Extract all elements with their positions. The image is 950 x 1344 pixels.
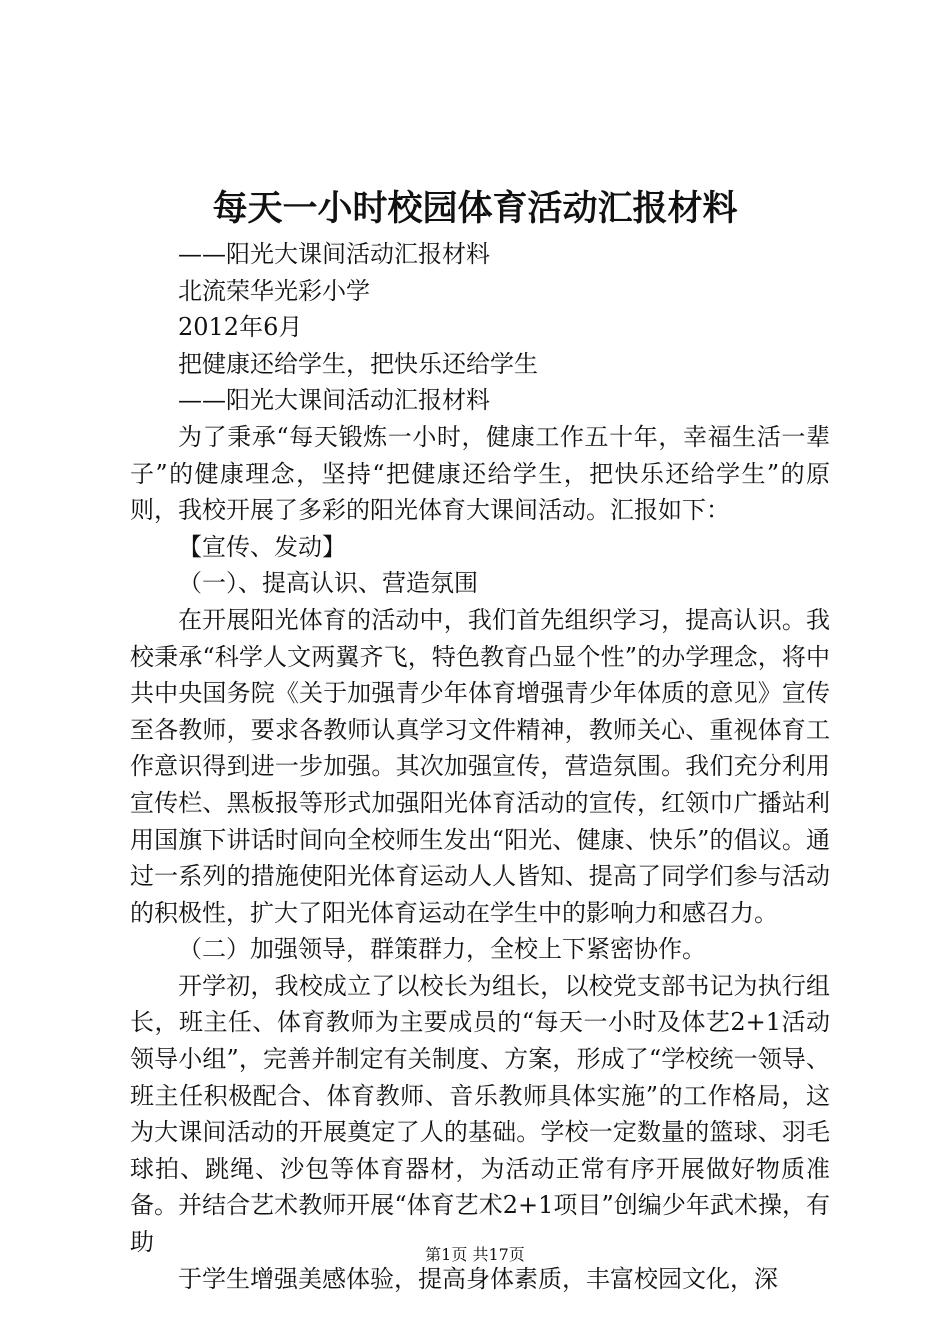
paragraph-awareness: 在开展阳光体育的活动中，我们首先组织学习，提高认识。我校秉承“科学人文两翼齐飞，特色教育凸显个性”的办学理念，将中共中央国务院《关于加强青少年体育增强青少年体质的意见》宣传至各教师，要求各教师认真学习文件精神，教师关心、重视体育工作意识得到进一步加强。其次加强宣传，营造氛围。我们充分利用宣传栏、黑板报等形式加强阳光体育活动的宣传，红领巾广播站利用国旗下讲话时间向全校师生发出“阳光、健康、快乐”的倡议。通过一系列的措施使阳光体育运动人人皆知、提高了同学们参与活动的积极性，扩大了阳光体育运动在学生中的影响力和感召力。 — [130, 605, 830, 927]
subsection-heading-2: （二）加强领导，群策群力，全校上下紧密协作。 — [178, 935, 706, 964]
subtitle-line: ——阳光大课间活动汇报材料 — [178, 240, 490, 268]
paragraph-continuation: 于学生增强美感体验，提高身体素质，丰富校园文化，深 — [178, 1264, 778, 1293]
subtitle-line-repeat: ——阳光大课间活动汇报材料 — [178, 386, 490, 415]
slogan-line: 把健康还给学生，把快乐还给学生 — [178, 349, 538, 378]
subsection-heading-1: （一）、提高认识、营造氛围 — [178, 569, 478, 598]
document-title: 每天一小时校园体育活动汇报材料 — [212, 188, 738, 229]
paragraph-leadership: 开学初，我校成立了以校长为组长，以校党支部书记为执行组长，班主任、体育教师为主要成员的“每天一小时及体艺2+1活动领导小组”，完善并制定有关制度、方案，形成了“学校统一领导、班主任积极配合、体育教师、音乐教师具体实施”的工作格局，这为大课间活动的开展奠定了人的基础。学校一定数量的篮球、羽毛球拍、跳绳、沙包等体育器材，为活动正常有序开展做好物质准备。并结合艺术教师开展“体育艺术2+1项目”创编少年武术操，有助 — [130, 971, 830, 1257]
document-date: 2012年6月 — [178, 313, 303, 342]
page-footer: 第1页 共17页 — [425, 1245, 525, 1264]
document-body — [130, 236, 830, 1297]
school-name: 北流荣华光彩小学 — [178, 276, 370, 305]
intro-paragraph: 为了秉承“每天锻炼一小时，健康工作五十年，幸福生活一辈子”的健康理念，坚持“把健康还给学生，把快乐还给学生”的原则，我校开展了多彩的阳光体育大课间活动。汇报如下： — [130, 422, 830, 525]
section-heading-publicity: 【宣传、发动】 — [178, 532, 346, 561]
